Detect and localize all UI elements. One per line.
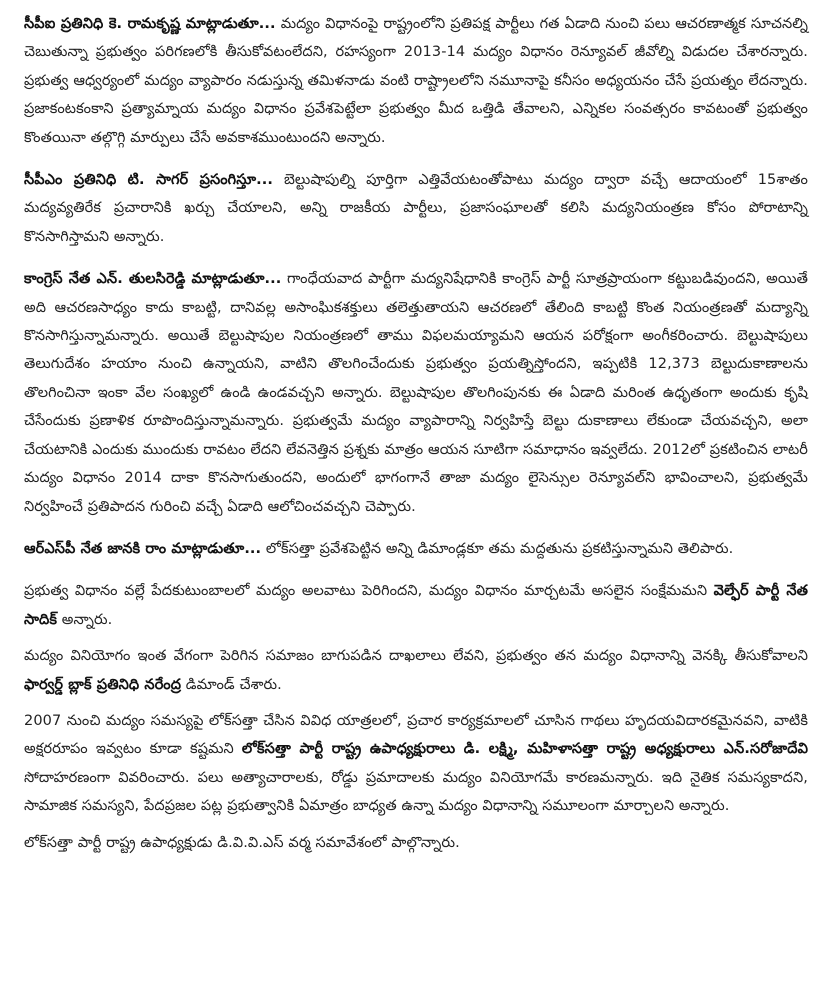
paragraph-text: డిమాండ్ చేశారు.	[181, 676, 282, 693]
paragraph-cpm	[24, 166, 808, 251]
paragraph-text: గాంధేయవాద పార్టీగా మద్యనిషేధానికి కాంగ్రెస్ పార్టీ సూత్రప్రాయంగా కట్టుబడివుందని, అయితే అది ఆచరణసాధ్యం కాదు కాబట్టి, దానివల్ల అసాంఘికశక్తులు తలెత్తుతాయని ఆచరణలో తేలింది కాబట్టి కొంత నియంత్రణతో మద్యాన్ని కొనసాగిస్తున్నామన్నారు. అయితే బెల్టుషాపుల నియంత్రణలో తాము విఫలమయ్యామని ఆయన పరోక్షంగా అంగీకరించారు. బెల్టుషాపులు తెలుగుదేశం హయాం నుంచి ఉన్నాయని, వాటిని తొలగించేందుకు ప్రభుత్వం ప్రయత్నిస్తోందని, ఇప్పటికి 12,373 బెల్టుదుకాణాలను తొలగించినా ఇంకా వేల సంఖ్యలో ఉండి ఉండవచ్చని అన్నారు. బెల్టుషాపుల తొలగింపునకు ఈ ఏడాది మరింత ఉధృతంగా అందుకు కృషి చేసేందుకు ప్రణాళిక రూపొందిస్తున్నామన్నారు. ప్రభుత్వమే మద్యం వ్యాపారాన్ని నిర్వహిస్తే బెల్టు దుకాణాలు లేకుండా చేయవచ్చని, అలా చేయటానికి ఎందుకు ముందుకు రావటం లేదని లేవనెత్తిన ప్రశ్నకు మాత్రం ఆయన సూటిగా సమాధానం ఇవ్వలేదు. 2012లో ప్రకటించిన లాటరీ మద్యం విధానం 2014 దాకా కొనసాగుతుందని, అందులో భాగంగానే తాజా మద్యం లైసెన్సుల రెన్యూవల్‌ని భావించాలని, ప్రభుత్వమే నిర్వహించే ప్రతిపాదన గురించి వచ్చే ఏడాది ఆలోచించవచ్చని చెప్పారు.	[24, 271, 808, 515]
paragraph-congress	[24, 265, 808, 521]
paragraph-closing	[24, 829, 808, 857]
speaker-name: లోక్‌సత్తా పార్టీ రాష్ట్ర ఉపాధ్యక్షురాలు డి. లక్ష్మి, మహిళాసత్తా రాష్ట్ర అధ్యక్షురాలు ఎన్.సరోజాదేవి	[241, 741, 808, 758]
speaker-name: కాంగ్రెస్ నేత ఎన్. తులసిరెడ్డి మాట్లాడుతూ...	[24, 271, 282, 288]
speaker-name: ఆర్ఎస్‌పీ నేత జానకి రాం మాట్లాడుతూ...	[24, 540, 262, 557]
speaker-name: ఫార్వర్డ్ బ్లాక్ ప్రతినిధి నరేంద్ర	[24, 676, 182, 693]
paragraph-text: మద్యం విధానంపై రాష్ట్రంలోని ప్రతిపక్ష పార్టీలు గత ఏడాది నుంచి పలు ఆచరణాత్మక సూచనల్ని చెబుతున్నా ప్రభుత్వం పరిగణలోకి తీసుకోవటంలేదని, రహస్యంగా 2013-14 మద్యం విధానం రెన్యూవల్ జీవోల్ని విడుదల చేశారన్నారు. ప్రభుత్వ ఆధ్వర్యంలో మద్యం వ్యాపారం నడుస్తున్న తమిళనాడు వంటి రాష్ట్రాలలోని నమూనాపై కనీసం అధ్యయనం చేసే ప్రయత్నం లేదన్నారు. ప్రజాకంటకంకాని ప్రత్యామ్నాయ మద్యం విధానం ప్రవేశపెట్టేలా ప్రభుత్వం మీద ఒత్తిడి తేవాలని, ఎన్నికల సంవత్సరం కావటంతో ప్రభుత్వం కొంతయినా తల్గొగ్గి మార్పులు చేసే అవకాశముంటుందని అన్నారు.	[24, 16, 809, 146]
paragraph-rsp	[24, 535, 808, 563]
speaker-name: వెల్ఫేర్ పార్టీ నేత సాదిక్	[24, 583, 808, 628]
paragraph-text: 2007 నుంచి మద్యం సమస్యపై లోక్‌సత్తా చేసిన వివిధ యాత్రలలో, ప్రచార కార్యక్రమాలలో చూసిన గాథలు హృదయవిదారకమైనవని, వాటికి అక్షరరూపం ఇవ్వటం కూడా కష్టమని	[24, 712, 808, 758]
paragraph-text: మద్యం వినియోగం ఇంత వేగంగా పెరిగిన సమాజం బాగుపడిన దాఖలాలు లేవని, ప్రభుత్వం తన మద్యం విధానాన్ని వెనక్కి తీసుకోవాలని	[24, 648, 808, 665]
speaker-name: సీపీఐ ప్రతినిధి కె. రామకృష్ణ మాట్లాడుతూ...	[24, 16, 276, 32]
paragraph-text: బెల్టుషాపుల్ని పూర్తిగా ఎత్తివేయటంతోపాటు మద్యం ద్వారా వచ్చే ఆదాయంలో 15శాతం మద్యవ్యతిరేక ప్రచారానికి ఖర్చు చేయాలని, అన్ని రాజకీయ పార్టీలు, ప్రజాసంఘాలతో కలిసి మద్యనియంత్రణ కోసం పోరాటాన్ని కొనసాగిస్తామని అన్నారు.	[24, 172, 808, 245]
paragraph-text: లోక్‌సత్తా పార్టీ రాష్ట్ర ఉపాధ్యక్షుడు డి.వి.వి.ఎస్ వర్మ సమావేశంలో పాల్గొన్నారు.	[24, 834, 460, 851]
paragraph-text: ప్రభుత్వ విధానం వల్లే పేదకుటుంబాలలో మద్యం అలవాటు పెరిగిందని, మద్యం విధానం మార్చటమే అసలైన సంక్షేమమని	[24, 583, 714, 600]
speaker-name: సీపీఎం ప్రతినిధి టి. సాగర్ ప్రసంగిస్తూ...	[24, 172, 274, 189]
paragraph-forward-bloc	[24, 642, 808, 699]
paragraph-text: అన్నారు.	[57, 611, 113, 628]
paragraph-welfare	[24, 577, 808, 634]
paragraph-cpi	[24, 10, 808, 152]
paragraph-text: సోదాహరణంగా వివరించారు. పలు అత్యాచారాలకు, రోడ్డు ప్రమాదాలకు మద్యం వినియోగమే కారణమన్నారు. ఇది నైతిక సమస్యకాదని, సామాజిక సమస్యని, పేదప్రజల పట్ల ప్రభుత్వానికి ఏమాత్రం బాధ్యత ఉన్నా మద్యం విధానాన్ని సమూలంగా మార్చాలని అన్నారు.	[24, 769, 808, 815]
paragraph-loksatta	[24, 707, 808, 821]
paragraph-text: లోక్‌సత్తా ప్రవేశపెట్టిన అన్ని డిమాండ్లకూ తమ మద్దతును ప్రకటిస్తున్నామని తెలిపారు.	[261, 540, 734, 557]
